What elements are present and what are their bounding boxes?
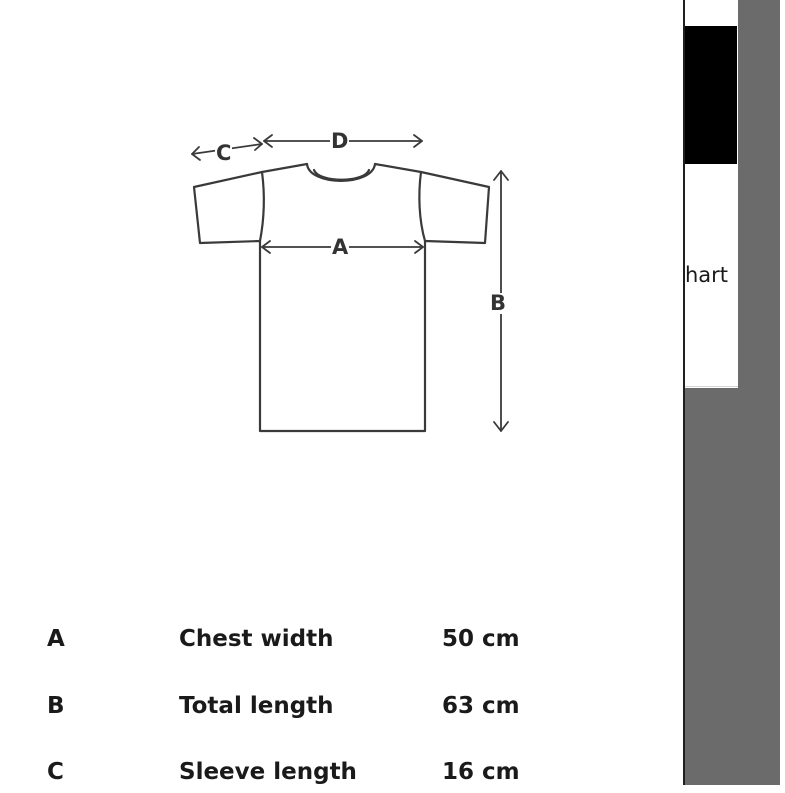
row-measurement: Chest width bbox=[179, 626, 334, 652]
side-panel-heading: hart bbox=[685, 263, 729, 287]
tshirt-right-seam bbox=[419, 172, 425, 241]
table-row bbox=[0, 753, 683, 793]
row-letter: B bbox=[47, 693, 65, 719]
row-value: 63 cm bbox=[442, 693, 520, 719]
row-letter: C bbox=[47, 759, 64, 785]
side-panel-divider bbox=[685, 386, 738, 387]
side-panel-image bbox=[685, 26, 737, 164]
dimension-label-d: D bbox=[331, 129, 349, 153]
row-measurement: Sleeve length bbox=[179, 759, 357, 785]
table-row bbox=[0, 620, 683, 660]
row-value: 16 cm bbox=[442, 759, 520, 785]
tshirt-collar-outer bbox=[307, 164, 375, 181]
dimension-label-a: A bbox=[332, 235, 349, 259]
tshirt-outline bbox=[194, 164, 489, 431]
tshirt-left-seam bbox=[260, 172, 264, 241]
row-value: 50 cm bbox=[442, 626, 520, 652]
side-panel-edge bbox=[780, 0, 785, 785]
dimension-label-b: B bbox=[490, 291, 507, 315]
row-measurement: Total length bbox=[179, 693, 334, 719]
dimension-label-c: C bbox=[216, 141, 232, 165]
row-letter: A bbox=[47, 626, 65, 652]
table-row bbox=[0, 687, 683, 727]
side-panel-overlay[interactable] bbox=[683, 0, 785, 785]
